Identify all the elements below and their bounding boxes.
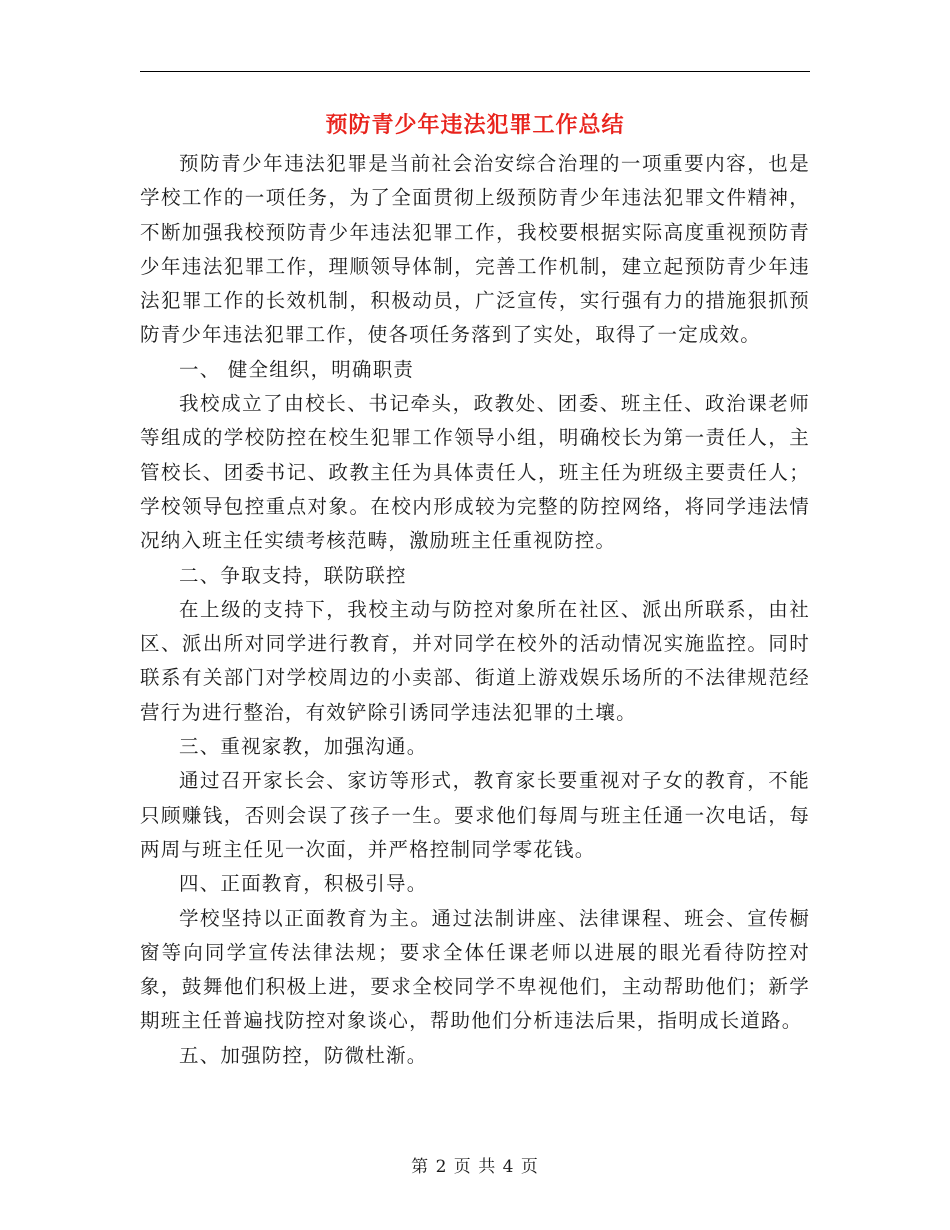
section-heading-5: 五、加强防控，防微杜渐。 bbox=[179, 1043, 428, 1067]
footer-total-prefix: 共 bbox=[478, 1157, 497, 1177]
paragraph-section-1: 我校成立了由校长、书记牵头，政教处、团委、班主任、政治课老师等组成的学校防控在校生犯罪工作领导小组，明确校长为第一责任人，主管校长、团委书记、政教主任为具体责任人，班主任为班级主要责任人；学校领导包控重点对象。在校内形成较为完整的防控网络，将同学违法情况纳入班主任实绩考核范畴，激励班主任重视防控。 bbox=[140, 392, 810, 553]
paragraph-section-2: 在上级的支持下，我校主动与防控对象所在社区、派出所联系，由社区、派出所对同学进行教育，并对同学在校外的活动情况实施监控。同时联系有关部门对学校周边的小卖部、街道上游戏娱乐场所的不法律规范经营行为进行整治，有效铲除引诱同学违法犯罪的土壤。 bbox=[140, 597, 810, 724]
footer-current-page: 2 bbox=[435, 1157, 448, 1177]
paragraph-intro: 预防青少年违法犯罪是当前社会治安综合治理的一项重要内容，也是学校工作的一项任务，为了全面贯彻上级预防青少年违法犯罪文件精神，不断加强我校预防青少年违法犯罪工作，我校要根据实际高度重视预防青少年违法犯罪工作，理顺领导体制，完善工作机制，建立起预防青少年违法犯罪工作的长效机制，积极动员，广泛宣传，实行强有力的措施狠抓预防青少年违法犯罪工作，使各项任务落到了实处，取得了一定成效。 bbox=[140, 152, 810, 347]
footer-prefix: 第 bbox=[411, 1157, 430, 1177]
section-heading-1: 一、 健全组织，明确职责 bbox=[179, 357, 415, 381]
page-footer bbox=[0, 1152, 950, 1177]
section-heading-4: 四、正面教育，积极引导。 bbox=[179, 872, 428, 896]
footer-suffix: 页 bbox=[520, 1157, 539, 1177]
header-rule bbox=[140, 71, 810, 72]
footer-total-pages: 4 bbox=[502, 1157, 515, 1177]
paragraph-section-3: 通过召开家长会、家访等形式，教育家长要重视对子女的教育，不能只顾赚钱，否则会误了孩子一生。要求他们每周与班主任通一次电话，每两周与班主任见一次面，并严格控制同学零花钱。 bbox=[140, 769, 810, 861]
section-heading-3: 三、重视家教，加强沟通。 bbox=[179, 735, 428, 759]
section-heading-2: 二、争取支持，联防联控 bbox=[179, 563, 407, 587]
document-title: 预防青少年违法犯罪工作总结 bbox=[325, 112, 625, 138]
footer-page-word: 页 bbox=[453, 1157, 472, 1177]
document-body bbox=[140, 147, 810, 1073]
paragraph-section-4: 学校坚持以正面教育为主。通过法制讲座、法律课程、班会、宣传橱窗等向同学宣传法律法规；要求全体任课老师以进展的眼光看待防控对象，鼓舞他们积极上进，要求全校同学不卑视他们，主动帮助他们；新学期班主任普遍找防控对象谈心，帮助他们分析违法后果，指明成长道路。 bbox=[140, 906, 810, 1033]
